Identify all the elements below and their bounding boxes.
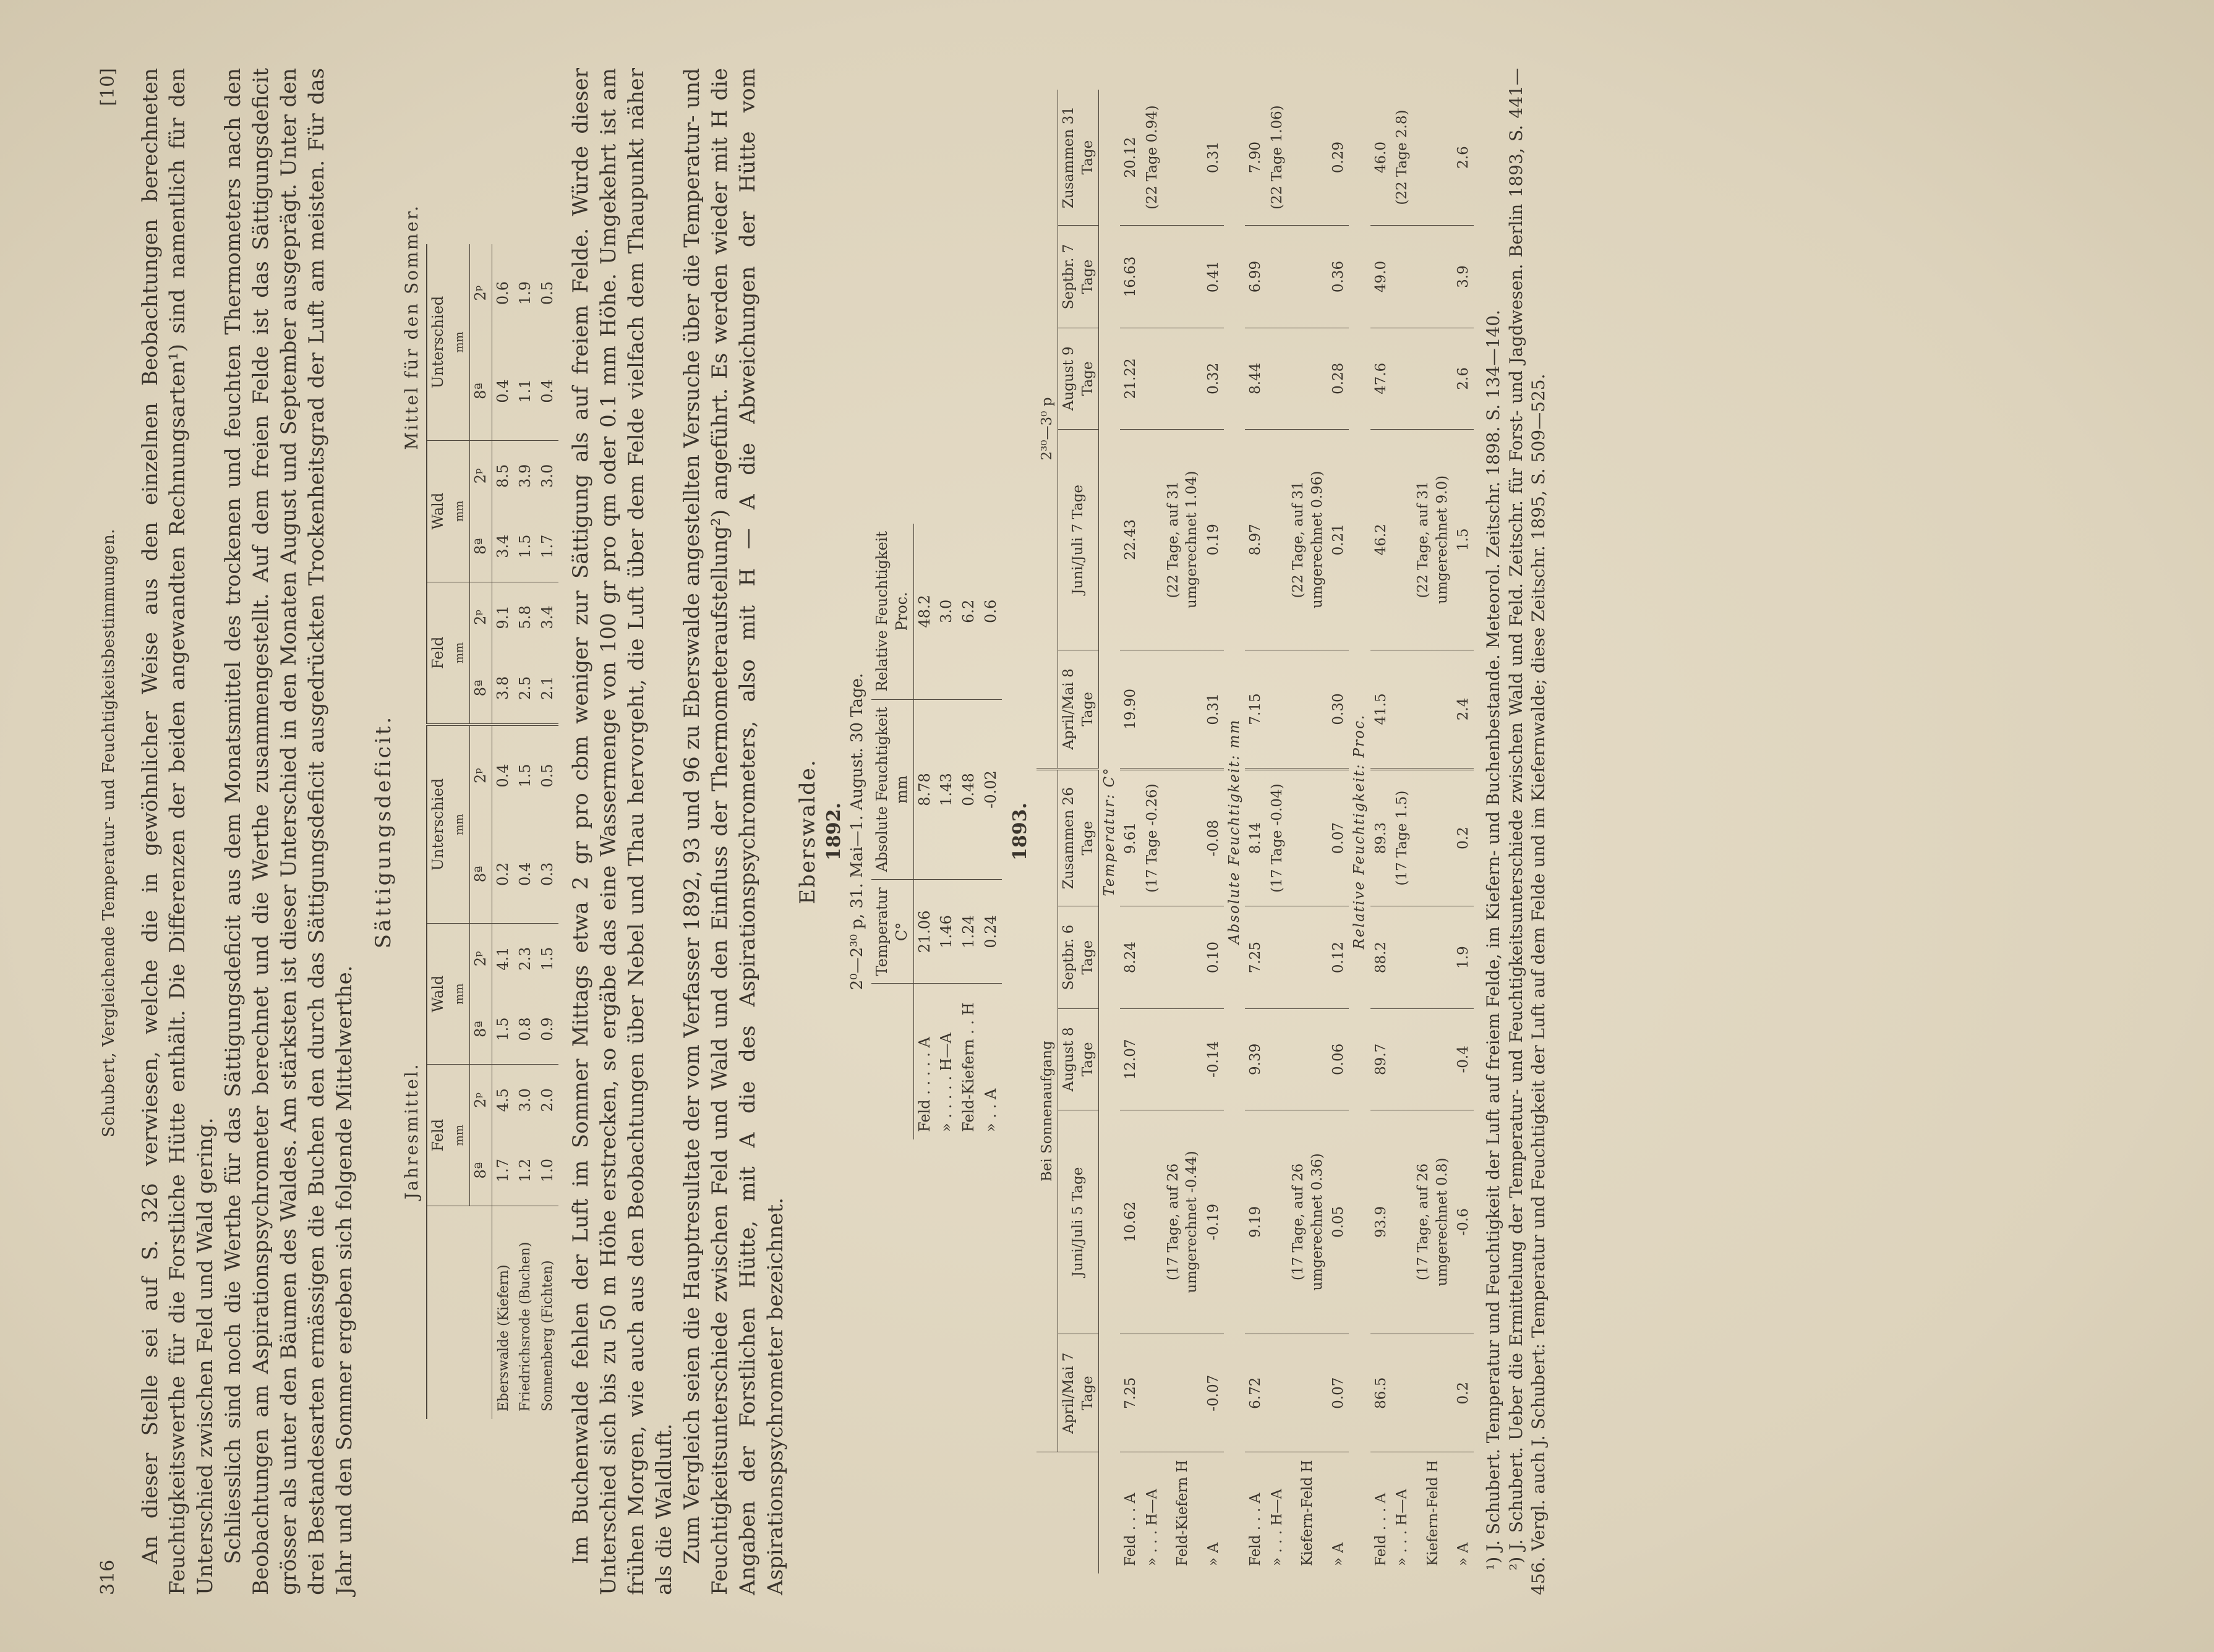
value-cell: 19.90 xyxy=(1120,650,1141,769)
value-cell: 16.63 xyxy=(1120,226,1141,328)
value-cell xyxy=(1163,769,1203,906)
footnote-2: ²) J. Schubert. Ueber die Ermittelung der Temperatur- und Feuchtigkeitsunterschiede zwischen Wald und Feld. Zeitschr. für Forst- und Jagdwesen. Berlin 1893, S. 441—456. Vergl. auch J. Schubert: Temperatur und Feuchtigkeit der Luft auf dem Felde und im Kiefernwalde; diese Zeitschr. 1895, S. 509—525. xyxy=(1505,68,1549,1595)
table-row xyxy=(980,524,1002,1139)
value-cell: -0.08 xyxy=(1203,769,1224,906)
column-header: August 8 Tage xyxy=(1058,1008,1099,1110)
col-group: Wald mm xyxy=(427,440,469,582)
value-cell xyxy=(1288,650,1328,769)
value-cell: 1.5 xyxy=(1453,429,1474,650)
value-cell: 0.4 xyxy=(515,825,537,924)
value-cell xyxy=(1288,906,1328,1009)
value-cell: 20.12 xyxy=(1120,90,1141,226)
value-cell: 22.43 xyxy=(1120,429,1141,650)
value-cell: 3.4 xyxy=(492,511,515,582)
section-row xyxy=(1224,90,1245,1573)
row-label: Sonnenberg (Fichten) xyxy=(540,1260,556,1411)
table-row xyxy=(1267,90,1288,1573)
value-cell: 7.25 xyxy=(1120,1334,1141,1452)
value-cell: -0.6 xyxy=(1453,1110,1474,1334)
paragraph-4: Zum Vergleich seien die Hauptresultate der vom Verfasser 1892, 93 und 96 zu Eberswalde angestellten Versuche über die Temperatur- und Feuchtigkeitsunterschiede zwischen Feld und Wald und den Einfluss der Thermometeraufstellung²) angeführt. Es werden wieder mit H die Angaben der Forstlichen Hütte, mit A die des Aspirationspsychrometers, also mit H — A die Abweichungen der Hütte vom Aspirationspsychrometer bezeichnet. xyxy=(679,68,788,1595)
value-cell: 6.2 xyxy=(958,524,980,699)
column-header: August 9 Tage xyxy=(1058,328,1099,429)
section-title: Absolute Feuchtigkeit: mm xyxy=(1226,718,1243,945)
row-label: Kiefern-Feld H xyxy=(1424,1460,1441,1566)
value-cell: 2.6 xyxy=(1453,328,1474,429)
table-row xyxy=(958,524,980,1139)
value-cell: 1.9 xyxy=(516,281,534,305)
value-cell: 1.43 xyxy=(936,699,958,880)
value-cell: 48.2 xyxy=(913,524,936,699)
saettigung-caption: Sättigungsdeficit. xyxy=(370,714,396,949)
value-cell: 2.0 xyxy=(538,1088,556,1112)
running-head xyxy=(96,68,121,1595)
value-cell: -0.4 xyxy=(1453,1008,1474,1110)
value-cell: 0.2 xyxy=(1453,1334,1474,1452)
value-cell: 12.07 xyxy=(1120,1008,1141,1110)
value-cell: 21.06 xyxy=(913,880,936,984)
value-cell: 3.9 xyxy=(1453,226,1474,328)
group-afternoon: 2³⁰—3⁰ p xyxy=(1036,90,1058,769)
value-cell: 8.44 xyxy=(1245,328,1266,429)
table-1893 xyxy=(1036,90,1474,1573)
value-cell: 0.41 xyxy=(1203,226,1224,328)
value-cell: 41.5 xyxy=(1370,650,1391,769)
value-cell: -0.14 xyxy=(1203,1008,1224,1110)
value-cell: 2.3 xyxy=(516,947,534,971)
value-cell: 0.5 xyxy=(538,281,556,305)
value-cell: 89.7 xyxy=(1370,1008,1391,1110)
value-cell xyxy=(1163,1334,1203,1452)
value-cell: (17 Tage, auf 26 umgerechnet -0.44) xyxy=(1163,1110,1203,1334)
paragraph-1: An dieser Stelle sei auf S. 326 verwiesen, welche die in gewöhnlicher Weise aus den einzelnen Beobachtungen berechneten Feuchtigkeitswerthe für die Forstliche Hütte enthält. Die Differenzen der beiden angewandten Rechnungsarten¹) sind namentlich für den Unterschied zwischen Feld und Wald gering. xyxy=(137,68,218,1595)
table-row xyxy=(1370,90,1391,1573)
table-row xyxy=(1245,90,1266,1573)
value-cell xyxy=(1163,906,1203,1009)
value-cell xyxy=(1413,226,1453,328)
table-row xyxy=(936,524,958,1139)
value-cell xyxy=(1413,650,1453,769)
value-cell xyxy=(1267,1334,1288,1452)
table-row xyxy=(1203,90,1224,1573)
value-cell: 1.9 xyxy=(1453,906,1474,1009)
table-row xyxy=(1288,90,1328,1573)
value-cell: 0.21 xyxy=(1328,429,1349,650)
value-cell: 10.62 xyxy=(1120,1110,1141,1334)
value-cell xyxy=(1267,328,1288,429)
sub-year: Jahresmittel. xyxy=(401,1062,422,1199)
value-cell xyxy=(1413,328,1453,429)
col-group: Unterschied mm xyxy=(427,725,469,923)
section-row xyxy=(1349,90,1370,1573)
column-header: Septbr. 7 Tage xyxy=(1058,226,1099,328)
table-row xyxy=(1391,90,1413,1573)
value-cell: 49.0 xyxy=(1370,226,1391,328)
value-cell: 9.19 xyxy=(1245,1110,1266,1334)
value-cell xyxy=(1391,226,1413,328)
section-row xyxy=(1098,90,1120,1573)
value-cell xyxy=(1267,226,1288,328)
group-sunrise: Bei Sonnenaufgang xyxy=(1036,769,1058,1452)
value-cell xyxy=(1142,1008,1163,1110)
value-cell xyxy=(1391,328,1413,429)
year-1893: 1893. xyxy=(1009,803,1032,861)
value-cell: 7.15 xyxy=(1245,650,1266,769)
value-cell xyxy=(1163,1008,1203,1110)
row-label: Feld . . . A xyxy=(1122,1492,1139,1566)
value-cell: 0.05 xyxy=(1328,1110,1349,1334)
value-cell xyxy=(1288,328,1328,429)
section-title: Temperatur: C° xyxy=(1101,767,1118,896)
value-cell: 0.6 xyxy=(494,281,512,305)
value-cell: 0.48 xyxy=(958,699,980,880)
eberswalde-1892-table: Temperatur C° Absolute Feuchtigkeit mm Relative Feuchtigkeit Proc. Feld . . . . . A 21.06 8.78 48.2 » . . . . . H—A 1.46 1.43 3.0 Feld-Kiefern . . H 1.24 0.48 6.2 » . . A 0.24 -0.02 0.6 xyxy=(871,524,1002,1139)
value-cell: 47.6 xyxy=(1370,328,1391,429)
value-cell xyxy=(1288,1334,1328,1452)
table-row xyxy=(1163,90,1203,1573)
value-cell xyxy=(1391,429,1413,650)
value-cell: 1.24 xyxy=(958,880,980,984)
value-cell: 93.9 xyxy=(1370,1110,1391,1334)
row-label: » . . . H—A xyxy=(1268,1489,1285,1566)
value-cell: 2.6 xyxy=(1453,90,1474,226)
value-cell xyxy=(1142,650,1163,769)
value-cell: 0.32 xyxy=(1203,328,1224,429)
value-cell: 8.14 xyxy=(1245,769,1266,906)
value-cell: (17 Tage -0.26) xyxy=(1142,769,1163,906)
value-cell xyxy=(1413,1334,1453,1452)
value-cell xyxy=(1142,906,1163,1009)
value-cell: 46.0 xyxy=(1370,90,1391,226)
value-cell: 1.5 xyxy=(516,764,534,788)
value-cell: 46.2 xyxy=(1370,429,1391,650)
col-group: Feld mm xyxy=(427,582,469,725)
value-cell: 3.4 xyxy=(538,605,556,629)
value-cell: 6.72 xyxy=(1245,1334,1266,1452)
value-cell: 7.90 xyxy=(1245,90,1266,226)
value-cell: 0.6 xyxy=(980,524,1002,699)
value-cell xyxy=(1413,769,1453,906)
column-header: Juni/Juli 7 Tage xyxy=(1058,429,1099,650)
value-cell xyxy=(1391,1110,1413,1334)
value-cell: 89.3 xyxy=(1370,769,1391,906)
value-cell: 0.4 xyxy=(492,342,515,440)
value-cell: 0.5 xyxy=(538,764,556,788)
value-cell xyxy=(1288,769,1328,906)
saettigung-table: Feld mm Wald mm Unterschied mm Feld mm Wald mm Unterschied mm 8ª 2ᵖ 8ª 2ᵖ 8ª 2ᵖ 8ª 2ᵖ 8ª 2ᵖ 8ª 2ᵖ Eberswalde (Kiefern) 1.7 4.5 1.5 4.1 0.2 0.4 3.8 9.1 3.4 8.5 0.4 0.6 Friedrichsrode (Buchen) 1.2 3.0 0.8 2.3 0.4 1.5 2.5 5.8 1.5 3.9 1.1 1.9 Sonnenberg (Fichten) 1.0 2.0 0.9 1.5 0.3 0.5 2.1 3.4 1.7 3.0 0.4 0.5 xyxy=(426,244,558,1419)
value-cell: 88.2 xyxy=(1370,906,1391,1009)
value-cell xyxy=(1391,1008,1413,1110)
period-1892: 2⁰—2³⁰ p, 31. Mai—1. August. 30 Tage. xyxy=(847,673,866,990)
value-cell xyxy=(1288,1008,1328,1110)
value-cell: 1.46 xyxy=(936,880,958,984)
row-label: Friedrichsrode (Buchen) xyxy=(518,1241,534,1411)
row-label: Feld-Kiefern . . H xyxy=(959,1002,977,1132)
value-cell: 8.78 xyxy=(913,699,936,880)
value-cell: 86.5 xyxy=(1370,1334,1391,1452)
value-cell: 4.5 xyxy=(494,1088,512,1112)
value-cell xyxy=(1142,429,1163,650)
value-cell xyxy=(1142,1334,1163,1452)
value-cell: 0.24 xyxy=(980,880,1002,984)
value-cell: 3.0 xyxy=(538,464,556,488)
footnotes xyxy=(1482,68,1550,1595)
value-cell: 0.3 xyxy=(537,825,559,924)
value-cell: 21.22 xyxy=(1120,328,1141,429)
value-cell xyxy=(1163,226,1203,328)
saettigung-subcaptions xyxy=(401,68,424,1595)
value-cell xyxy=(1142,226,1163,328)
value-cell: 9.39 xyxy=(1245,1008,1266,1110)
value-cell: 1.2 xyxy=(515,1135,537,1206)
value-cell xyxy=(1163,328,1203,429)
row-label: » A xyxy=(1330,1543,1346,1566)
value-cell xyxy=(1413,90,1453,226)
col-group: Feld mm xyxy=(427,1065,469,1206)
value-cell: -0.02 xyxy=(980,699,1002,880)
row-label: » . . . H—A xyxy=(1393,1489,1410,1566)
value-cell: (17 Tage, auf 26 umgerechnet 0.36) xyxy=(1288,1110,1328,1334)
col-group: Wald mm xyxy=(427,923,469,1065)
value-cell: 0.07 xyxy=(1328,769,1349,906)
value-cell xyxy=(1288,90,1328,226)
value-cell: 8.97 xyxy=(1245,429,1266,650)
value-cell xyxy=(1391,906,1413,1009)
value-cell: 0.2 xyxy=(1453,769,1474,906)
value-cell xyxy=(1391,1334,1413,1452)
value-cell xyxy=(1267,650,1288,769)
value-cell: (22 Tage, auf 31 umgerechnet 0.96) xyxy=(1288,429,1328,650)
value-cell: 8.24 xyxy=(1120,906,1141,1009)
col-group: Unterschied mm xyxy=(427,244,469,440)
value-cell: 0.10 xyxy=(1203,906,1224,1009)
value-cell: (22 Tage 2.8) xyxy=(1391,90,1413,226)
table-row xyxy=(1413,90,1453,1573)
value-cell: 0.28 xyxy=(1328,328,1349,429)
value-cell: (17 Tage 1.5) xyxy=(1391,769,1413,906)
table-row xyxy=(1120,90,1141,1573)
value-cell: 7.25 xyxy=(1245,906,1266,1009)
value-cell xyxy=(1267,906,1288,1009)
value-cell xyxy=(1288,226,1328,328)
value-cell xyxy=(1163,90,1203,226)
value-cell: 0.31 xyxy=(1203,90,1224,226)
value-cell: -0.07 xyxy=(1203,1334,1224,1452)
row-label: Kiefern-Feld H xyxy=(1299,1460,1316,1566)
value-cell: 0.9 xyxy=(537,994,559,1065)
value-cell: 4.1 xyxy=(494,947,512,971)
year-1892: 1892. xyxy=(823,803,845,861)
column-header: April/Mai 7 Tage xyxy=(1058,1334,1099,1452)
paragraph-3: Im Buchenwalde fehlen der Luft im Sommer Mittags etwa 2 gr pro cbm weniger zur Sättigung als auf freiem Felde. Würde dieser Unterschied sich bis zu 50 m Höhe erstrecken, so ergäbe das eine Wassermenge von 100 gr pro qm oder 0.1 mm Höhe. Umgekehrt ist am frühen Morgen, wie auch aus den Beobachtungen über Nebel und Thau hervorgeht, die Luft über dem Felde vielfach dem Thaupunkt näher als die Waldluft. xyxy=(568,68,677,1595)
running-title: Schubert, Vergleichende Temperatur- und Feuchtigkeitsbestimmungen. xyxy=(100,528,118,1138)
value-cell: 1.1 xyxy=(515,342,537,440)
value-cell: 0.31 xyxy=(1203,650,1224,769)
value-cell: 6.99 xyxy=(1245,226,1266,328)
row-label: Feld . . . A xyxy=(1372,1492,1389,1566)
value-cell: (22 Tage 1.06) xyxy=(1267,90,1288,226)
value-cell: (22 Tage 0.94) xyxy=(1142,90,1163,226)
eberswalde-heading: Eberswalde. xyxy=(795,759,821,905)
value-cell: 1.0 xyxy=(537,1135,559,1206)
value-cell: 1.5 xyxy=(538,947,556,971)
value-cell: 0.36 xyxy=(1328,226,1349,328)
value-cell: 0.19 xyxy=(1203,429,1224,650)
value-cell: 1.7 xyxy=(537,511,559,582)
row-label: Feld . . . A xyxy=(1247,1492,1264,1566)
value-cell: 0.2 xyxy=(492,825,515,924)
paragraph-2: Schliesslich sind noch die Werthe für das Sättigungsdeficit aus dem Monatsmittel des trockenen und feuchten Thermometers nach den Beobachtungen am Aspirationspsychrometer berechnet und die Werthe zusammengestellt. Auf dem freien Felde ist das Sättigungsdeficit grösser als unter den Bäumen des Waldes. Am stärksten ist dieser Unterschied in den Monaten August und September ausgeprägt. Unter den drei Bestandesarten ermässigen die Buchen den durch das Sättigungsdeficit ausgedrückten Trockenheitsgrad der Luft am meisten. Für das Jahr und den Sommer ergeben sich folgende Mittelwerthe. xyxy=(221,68,357,1595)
row-label: » . . . . . H—A xyxy=(938,1032,955,1132)
value-cell: 0.12 xyxy=(1328,906,1349,1009)
value-cell xyxy=(1391,650,1413,769)
row-label: » . . . H—A xyxy=(1143,1489,1160,1566)
value-cell: 3.0 xyxy=(516,1088,534,1112)
table-row xyxy=(537,244,559,1419)
row-label: » A xyxy=(1205,1543,1221,1566)
column-header: Zusammen 31 Tage xyxy=(1058,90,1099,226)
value-cell: 2.5 xyxy=(515,652,537,725)
value-cell: 3.9 xyxy=(516,464,534,488)
value-cell: 0.30 xyxy=(1328,650,1349,769)
value-cell: 0.8 xyxy=(515,994,537,1065)
value-cell: 2.1 xyxy=(537,652,559,725)
value-cell xyxy=(1413,906,1453,1009)
value-cell: (17 Tage -0.04) xyxy=(1267,769,1288,906)
value-cell: 0.07 xyxy=(1328,1334,1349,1452)
table-row xyxy=(1328,90,1349,1573)
value-cell: 9.1 xyxy=(494,605,512,629)
value-cell: 0.29 xyxy=(1328,90,1349,226)
value-cell: (22 Tage, auf 31 umgerechnet 1.04) xyxy=(1163,429,1203,650)
value-cell: 3.8 xyxy=(492,652,515,725)
rotated-page-content xyxy=(96,68,2093,1595)
column-header: Zusammen 26 Tage xyxy=(1058,769,1099,906)
column-header: April/Mai 8 Tage xyxy=(1058,650,1099,769)
row-label: Eberswalde (Kiefern) xyxy=(495,1264,511,1411)
section-number: [10] xyxy=(97,68,119,106)
value-cell: 5.8 xyxy=(516,605,534,629)
table-row xyxy=(1453,90,1474,1573)
value-cell: 1.7 xyxy=(492,1135,515,1206)
page-number: 316 xyxy=(97,1559,119,1595)
value-cell: 8.5 xyxy=(494,464,512,488)
value-cell: 9.61 xyxy=(1120,769,1141,906)
value-cell: 0.06 xyxy=(1328,1008,1349,1110)
value-cell xyxy=(1267,1008,1288,1110)
column-header: Septbr. 6 Tage xyxy=(1058,906,1099,1009)
value-cell: 0.4 xyxy=(537,342,559,440)
value-cell: -0.19 xyxy=(1203,1110,1224,1334)
value-cell: 1.5 xyxy=(492,994,515,1065)
value-cell: 1.5 xyxy=(515,511,537,582)
table-row xyxy=(515,244,537,1419)
value-cell xyxy=(1142,328,1163,429)
value-cell xyxy=(1267,1110,1288,1334)
row-label: » A xyxy=(1455,1543,1472,1566)
value-cell xyxy=(1413,1008,1453,1110)
value-cell: 2.4 xyxy=(1453,650,1474,769)
value-cell: (17 Tage, auf 26 umgerechnet 0.8) xyxy=(1413,1110,1453,1334)
table-row xyxy=(1142,90,1163,1573)
table-row xyxy=(913,524,936,1139)
column-header: Juni/Juli 5 Tage xyxy=(1058,1110,1099,1334)
sub-summer: Mittel für den Sommer. xyxy=(401,204,422,450)
section-title: Relative Feuchtigkeit: Proc. xyxy=(1351,713,1368,950)
value-cell xyxy=(1267,429,1288,650)
value-cell: 3.0 xyxy=(936,524,958,699)
row-label: Feld-Kiefern H xyxy=(1174,1460,1191,1566)
footnote-1: ¹) J. Schubert. Temperatur und Feuchtigkeit der Luft auf freiem Felde, im Kiefern- und Buchenbestande. Meteorol. Zeitschr. 1898. S. 134—140. xyxy=(1483,309,1504,1570)
row-label: Feld . . . . . A xyxy=(915,1037,933,1132)
row-label: » . . A xyxy=(981,1088,999,1132)
value-cell xyxy=(1163,650,1203,769)
value-cell: 0.4 xyxy=(494,764,512,788)
table-row xyxy=(492,244,515,1419)
value-cell xyxy=(1142,1110,1163,1334)
value-cell: (22 Tage, auf 31 umgerechnet 9.0) xyxy=(1413,429,1453,650)
